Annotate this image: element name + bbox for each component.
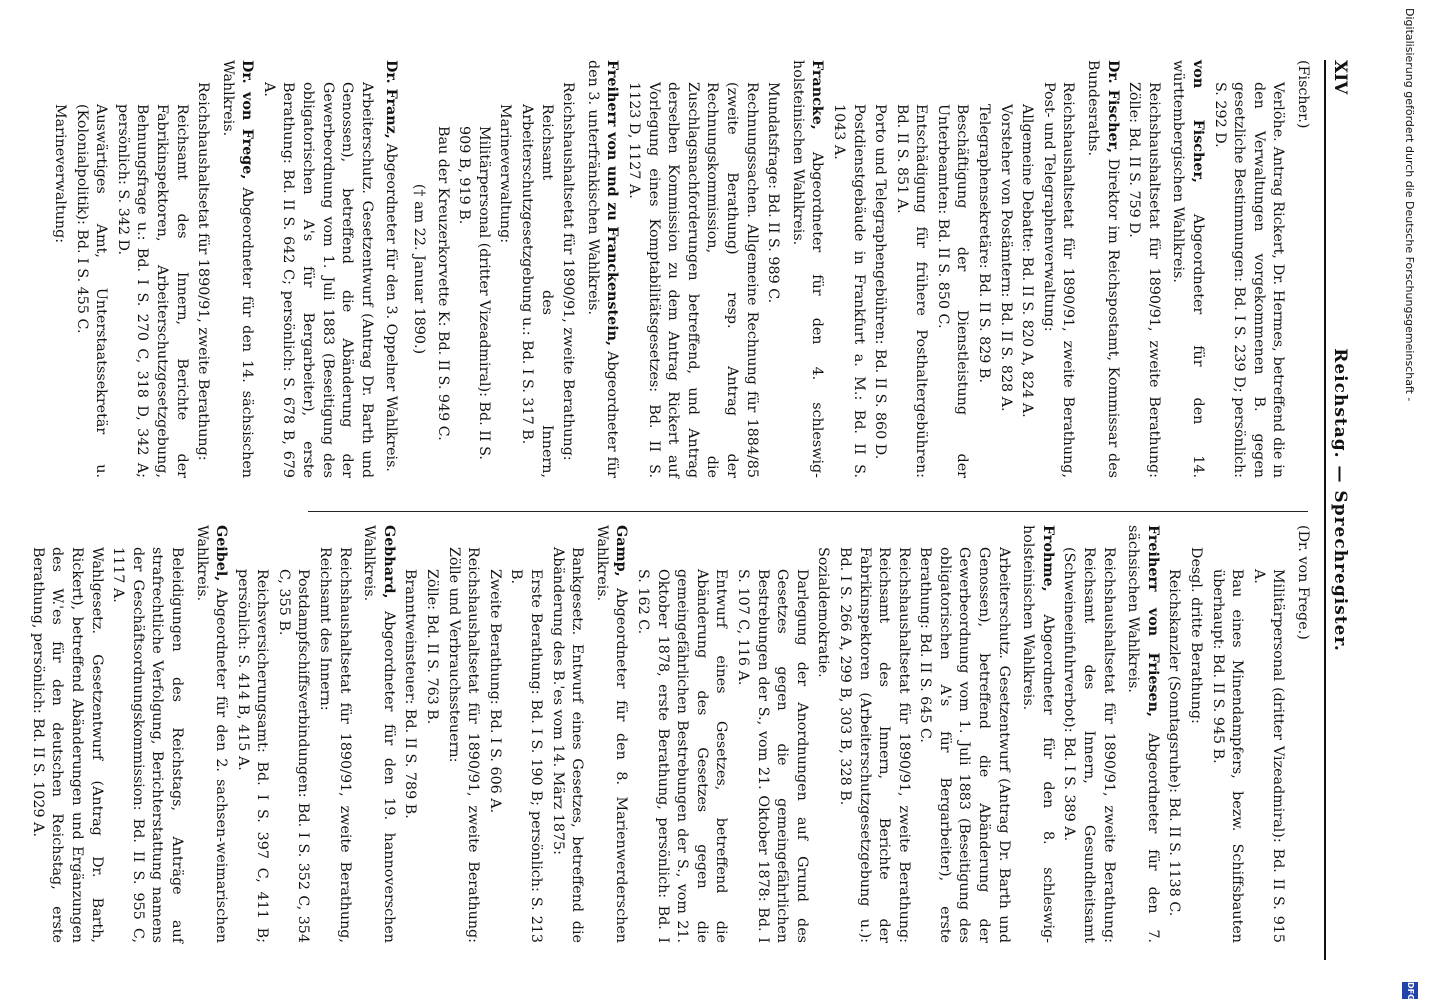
topic-line [232, 525, 271, 943]
topic-line [547, 525, 586, 943]
death-note [408, 60, 428, 478]
topic-line [273, 525, 312, 943]
entry-text: Allgemeine Debatte: Bd. II S. 820 A, 824 A. [1019, 104, 1036, 418]
topic-line [1038, 60, 1077, 478]
entry-text: Bau eines Minendampfers, bezw. Schiffsbauten überhaupt: Bd. II S. 945 B. [1209, 569, 1246, 943]
speaker-name: Gamp, [613, 525, 630, 577]
entry-text: (Dr. von Frege.) [1295, 525, 1311, 640]
entry-text: Abgeordneter für den 8. Marienwerderschen Wahlkreis. [593, 525, 630, 943]
speaker-entry [1018, 525, 1057, 943]
page-title: Reichstag. — Sprechregister. [1330, 348, 1350, 652]
entry-text: Bau der Kreuzerkorvette K: Bd. II S. 949 C. [434, 126, 451, 441]
topic-line [915, 525, 1013, 943]
speaker-name: Gebhard, [380, 525, 397, 599]
entry-text: Direktor im Reichspostamt, Kommissar des Bundesraths. [1085, 60, 1121, 478]
entry-text: Militärpersonal (dritter Vizeadmiral): Bd. II S. 915 A. [1250, 569, 1287, 943]
column-divider [308, 511, 1308, 512]
entry-text: Beleidigungen des Reichstags, Anträge auf strafrechtliche Verfolgung, Berichterstattung namens der Geschäftsordnungskommission: Bd. II S. 955 C, 1117 A. [110, 547, 185, 943]
entry-text: Abgeordneter für den 4. schleswig-holsteinischen Wahlkreis. [789, 60, 826, 478]
topic-line [813, 525, 833, 943]
entry-text: Arbeiterschutz. Gesetzentwurf (Antrag Dr. Barth und Genossen), betreffend die Abänderung der Gewerbeordnung vom 1. Juli 1883 (Beseitigung des obligatorischen A's für Bergarbeiter), erste Berathung: Bd. II S. 642 C; persönlich: S. 678 B, 679 A. [260, 82, 375, 478]
topic-line [891, 60, 930, 478]
header-rule [1324, 60, 1326, 960]
speaker-entry [1082, 60, 1121, 478]
entry-text: Reichsversicherungsamt: Bd. I S. 397 C, 411 B; persönlich: S. 414 B, 415 A. [234, 569, 271, 943]
entry-text: Reichshaushaltsetat für 1890/91, zweite Berathung, Post- und Telegraphenverwaltung: [1040, 82, 1077, 478]
topic-line [1207, 525, 1246, 943]
speaker-name: Dr. Franz, [383, 60, 400, 139]
entry-text: Branntweinsteuer: Bd. II S. 789 B. [402, 569, 419, 819]
speaker-entry [217, 60, 256, 478]
entry-text: Reichshaushaltsetat für 1890/91, zweite Berathung: Reichsamt des Innern, Gesundheitsamt (Schweineeinfuhrverbot): Bd. I S. 389 A. [1061, 547, 1117, 943]
entry-text: Vorsteher von Postämtern: Bd. II S. 828 A. [997, 104, 1014, 412]
right-column [25, 525, 1312, 943]
entry-text: Telegraphensekretäre: Bd. II S. 829 B. [976, 104, 993, 383]
entry-text: Verlöhe. Antrag Rickert, Dr. Hermes, betreffend die in den Verwaltungen vorgekommenen B. gegen gesetzliche Bestimmungen: Bd. I S. 239 D; persönlich: S. 292 D. [1211, 82, 1287, 478]
speaker-entry [1292, 525, 1312, 943]
entry-text: Abgeordneter für den 3. unterfränkischen Wahlkreis. [584, 60, 621, 478]
entry-text: Reichsamt des Innern, Arbeiterschutzgesetzgebung u.: Bd. I S. 317 B. [519, 104, 555, 478]
entry-text: († am 22. Januar 1890.) [411, 183, 428, 355]
topic-line [506, 525, 545, 943]
entry-text: Arbeiterschutz. Gesetzentwurf (Antrag Dr. Barth und Genossen), betreffend die Abänderung der Gewerbeordnung vom 1. Juli 1883 (Beseitigung des obligatorischen A's für Bergarbeiter), erste Berathung: Bd. II S. 645 C. [917, 547, 1012, 943]
entry-text: Mundatsfrage: Bd. II S. 989 C. [765, 82, 782, 304]
topic-line [1164, 525, 1184, 943]
left-column [47, 60, 1312, 478]
entry-text: Zweite Berathung: Bd. I S. 606 A. [486, 569, 503, 814]
topic-line [558, 60, 578, 478]
topic-line [1124, 60, 1163, 478]
speaker-name: Freiherr von Friesen, [1144, 525, 1161, 717]
speaker-entry [1168, 60, 1207, 478]
topic-line [258, 60, 376, 478]
entry-text: Entschädigung für frühere Posthaltergebühren: Bd. II S. 851 A. [893, 104, 930, 478]
topic-line [484, 525, 504, 943]
entry-text: Abgeordneter für den 7. sächsischen Wahlkreis. [1125, 525, 1161, 943]
speaker-name: von Fischer, [1190, 60, 1207, 183]
entry-text: Reichshaushaltsetat für 1890/91, zweite Berathung: Zölle und Verbrauchssteuern: [445, 547, 482, 943]
topic-line [516, 60, 555, 478]
topic-line [1209, 60, 1287, 478]
topic-line [432, 60, 452, 478]
entry-text: Entwurf eines Gesetzes, betreffend die Abänderung des Gesetzes gegen die gemeingefährlichen Bestrebungen der S., vom 21. Oktober 1878, erste Berathung, persönlich: Bd. I S. 162 C. [635, 569, 730, 943]
speaker-name: Dr. von Frege, [239, 60, 256, 180]
topic-line [1059, 525, 1118, 943]
entry-text: Reichshaushaltsetat für 1890/91, zweite Berathung: Zölle: Bd. II S. 759 D. [1126, 82, 1162, 478]
entry-text: Abgeordneter für den 14. württembergischen Wahlkreis. [1170, 60, 1207, 478]
entry-text: Militärpersonal (dritter Vizeadmiral): Bd. II S. 909 B, 919 B. [456, 126, 492, 460]
topic-line [421, 525, 441, 943]
entry-text: Marineverwaltung: [51, 104, 68, 244]
entry-text: Reichshaushaltsetat für 1890/91, zweite Berathung, Reichsamt des Innern: [317, 547, 353, 943]
entry-text: Reichskanzler (Sonntagsruhe): Bd. II S. 1138 C. [1166, 569, 1183, 917]
speaker-entry [582, 60, 621, 478]
topic-line [400, 525, 420, 943]
speaker-entry [1123, 525, 1162, 943]
entry-text: Darlegung der Anordnungen auf Grund des Gesetzes gegen die gemeingefährlichen Bestrebungen der S., vom 21. Oktober 1878: Bd. I S. 107 C, 116 A. [734, 569, 810, 943]
page-header [1328, 0, 1390, 1000]
speaker-entry [787, 60, 826, 478]
topic-line [632, 525, 730, 943]
entry-text: Sozialdemokratie. [815, 547, 832, 678]
topic-line [71, 60, 110, 478]
page-number: XIV [1330, 60, 1350, 95]
entry-text: Marineverwaltung: [497, 104, 514, 244]
entry-text: Desgl. dritte Berathung: [1188, 547, 1205, 724]
entry-text: Reichsamt des Innern, Berichte der Fabrikinspektoren, Arbeiterschutzgesetzgebung, Behnungsfrage u.: Bd. I S. 270 C, 318 D, 342 A; persönlich: S. 342 D. [114, 104, 190, 478]
speaker-name: Freiherr von und zu Franckenstein, [604, 60, 621, 347]
topic-line [732, 525, 810, 943]
topic-line [1017, 60, 1037, 478]
entry-text: Abgeordneter für den 3. Oppelner Wahlkreis. [383, 138, 400, 472]
footer-text: Digitalisierung gefördert durch die Deutsche Forschungsgemeinschaft - [1403, 8, 1416, 402]
speaker-name: Frohme, [1039, 525, 1056, 592]
topic-line [495, 60, 515, 478]
topic-line [108, 525, 186, 943]
topic-line [870, 60, 890, 478]
topic-line [454, 60, 493, 478]
entry-text: Auswärtiges Amt, Unterstaatssekretär u. (Kolonialpolitik): Bd. I S. 455 C. [73, 104, 110, 478]
speaker-entry [359, 525, 398, 943]
speaker-entry [191, 525, 230, 943]
speaker-name: Francke, [809, 60, 826, 130]
entry-text: Postdampfschiffsverbindungen: Bd. I S. 352 C, 354 C, 355 B. [275, 569, 312, 943]
entry-text: Abgeordneter für den 2. sachsen-weimarischen Wahlkreis. [193, 525, 230, 943]
topic-line [828, 60, 867, 478]
topic-line [1248, 525, 1287, 943]
entry-text: Abgeordneter für den 14. sächsischen Wahlkreis. [219, 60, 256, 478]
topic-line [995, 60, 1015, 478]
topic-line [932, 60, 971, 478]
entry-text: Bankgesetz. Entwurf eines Gesetzes, betreffend die Abänderung des B.'es vom 14. März 1875: [549, 547, 586, 943]
speaker-name: Geibel, [213, 525, 230, 582]
entry-text: (Fischer.) [1295, 60, 1311, 129]
entry-text: Beschäftigung der Dienstleistung der Unterbeamten: Bd. II S. 850 C. [934, 104, 971, 478]
entry-text: Abgeordneter für den 8. schleswig-holsteinischen Wahlkreis. [1020, 525, 1056, 943]
topic-line [112, 60, 190, 478]
topic-line [193, 60, 213, 478]
dfg-logo: DFG [1402, 982, 1418, 999]
speaker-entry [1292, 60, 1312, 478]
topic-line [443, 525, 482, 943]
topic-line [1185, 525, 1205, 943]
speaker-name: Dr. Fischer, [1104, 60, 1121, 154]
footer [1396, 0, 1420, 1000]
speaker-entry [381, 60, 401, 478]
entry-text: Rechnungssachen. Allgemeine Rechnung für 1884/85 (zweite Berathung) resp. Antrag der Rechnungskommission, die Zuschlagsnachforderungen betreffend, und Antrag derselben Kommission zu dem Antrag Rickert auf Vorlegung eines Komptabilitätsgesetzes: Bd. II S. 1123 D, 1127 A. [626, 82, 760, 478]
topic-line [315, 525, 354, 943]
entry-text: Abgeordneter für den 19. hannoverschen Wahlkreis. [361, 525, 397, 943]
entry-text: Wahlgesetz. Gesetzentwurf (Antrag Dr. Barth, Rickert), betreffend Abänderungen und Ergänzungen des W.'es für den deutschen Reichstag, erste Berathung, persönlich: Bd. II S. 1029 A. [29, 547, 105, 943]
speaker-entry [591, 525, 630, 943]
topic-line [974, 60, 994, 478]
entry-text: Erste Berathung: Bd. I S. 190 B; persönlich: S. 213 B. [508, 569, 545, 943]
entry-text: Zölle: Bd. II S. 763 B. [424, 569, 441, 725]
topic-line [763, 60, 783, 478]
entry-text: Reichshaushaltsetat für 1890/91, zweite Berathung: Reichsamt des Innern, Berichte der Fabrikinspektoren (Arbeiterschutzgesetzgebung u.): Bd. I S. 266 A, 299 B, 303 B, 328 B. [836, 547, 912, 943]
topic-line [49, 60, 69, 478]
entry-text: Reichshaushaltsetat für 1890/91, zweite Berathung: [195, 82, 212, 461]
topic-line [623, 60, 760, 478]
topic-line [834, 525, 912, 943]
entry-text: Postdienstgebäude in Frankfurt a. M.: Bd. II S. 1043 A. [830, 104, 867, 478]
topic-line [27, 525, 105, 943]
entry-text: Porto und Telegraphengebühren: Bd. II S. 860 D. [872, 104, 889, 460]
entry-text: Reichshaushaltsetat für 1890/91, zweite Berathung: [560, 82, 577, 461]
